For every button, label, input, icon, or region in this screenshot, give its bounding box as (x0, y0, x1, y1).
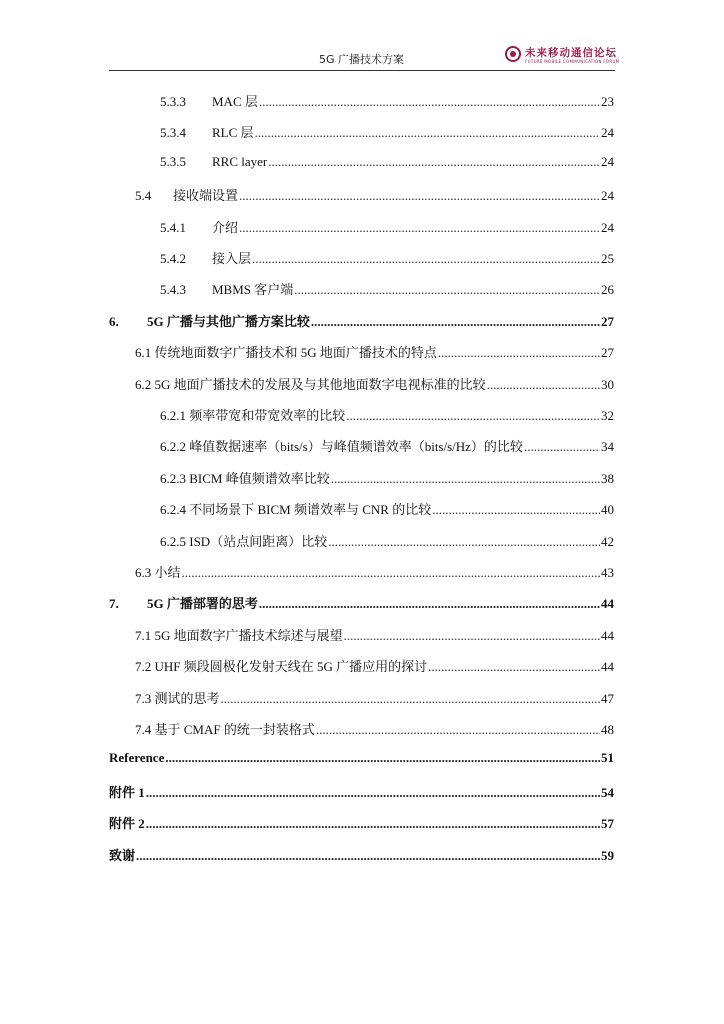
toc-entry-page: 30 (601, 377, 614, 392)
toc-leader-dots (239, 188, 600, 204)
toc-entry-number: 5.3.4 (160, 125, 186, 140)
toc-entry-title: 7.3 测试的思考 (135, 691, 220, 706)
toc-leader-dots (136, 848, 600, 864)
toc-entry-number: 5.4 (135, 188, 152, 203)
toc-entry-page: 48 (601, 722, 614, 737)
toc-entry-page: 24 (601, 220, 614, 235)
toc-leader-dots (294, 282, 600, 298)
toc-entry-page: 43 (601, 565, 614, 580)
toc-entry-title: 附件 2 (109, 816, 145, 831)
toc-leader-dots (146, 785, 600, 801)
toc-leader-dots (268, 154, 600, 170)
toc-entry-page: 24 (601, 154, 614, 169)
toc-entry-page: 44 (601, 659, 614, 674)
toc-leader-dots (346, 408, 600, 424)
toc-entry[interactable] (135, 185, 614, 203)
toc-entry-title: 6.3 小结 (135, 565, 181, 580)
toc-entry-number: 6. (109, 314, 119, 329)
toc-entry[interactable] (160, 154, 614, 172)
toc-entry-title: 5G 广播与其他广播方案比较 (147, 314, 310, 329)
toc-entry[interactable] (135, 688, 614, 706)
toc-entry-page: 57 (601, 816, 614, 831)
toc-leader-dots (221, 691, 600, 707)
toc-entry[interactable] (135, 625, 614, 643)
toc-leader-dots (331, 471, 600, 487)
toc-entry-title: RRC layer (212, 154, 268, 169)
toc-entry-title: 6.2 5G 地面广播技术的发展及与其他地面数字电视标准的比较 (135, 377, 486, 392)
toc-entry-title: 7.1 5G 地面数字广播技术综述与展望 (135, 628, 343, 643)
toc-leader-dots (438, 345, 600, 361)
toc-entry-page: 27 (601, 314, 614, 329)
toc-entry[interactable] (160, 531, 614, 549)
toc-entry-title: 5G 广播部署的思考 (147, 596, 258, 611)
toc-entry-page: 59 (601, 848, 614, 863)
toc-entry-title: Reference (109, 750, 165, 765)
toc-entry[interactable] (109, 782, 614, 800)
toc-entry-page: 42 (601, 534, 614, 549)
toc-leader-dots (428, 659, 600, 675)
toc-entry-title: 附件 1 (109, 785, 145, 800)
toc-entry[interactable] (109, 750, 614, 768)
toc-entry[interactable] (135, 342, 614, 360)
toc-entry-title: MAC 层 (212, 94, 258, 109)
toc-entry[interactable] (135, 374, 614, 392)
toc-entry-page: 40 (601, 502, 614, 517)
toc-entry[interactable] (135, 656, 614, 674)
toc-entry[interactable] (160, 217, 614, 235)
logo-subtitle: FUTURE MOBILE COMMUNICATION FORUM (525, 59, 620, 64)
toc-leader-dots (311, 314, 600, 330)
toc-entry-page: 38 (601, 471, 614, 486)
toc-entry-title: 6.2.2 峰值数据速率（bits/s）与峰值频谱效率（bits/s/Hz）的比较 (160, 439, 523, 454)
toc-entry[interactable] (160, 468, 614, 486)
page-header (109, 42, 620, 71)
toc-entry[interactable] (160, 122, 614, 140)
forum-logo (505, 45, 620, 67)
toc-entry-number: 7. (109, 596, 119, 611)
toc-entry-page: 34 (601, 439, 614, 454)
toc-entry-page: 47 (601, 691, 614, 706)
toc-entry-title: 7.2 UHF 频段圆极化发射天线在 5G 广播应用的探讨 (135, 659, 428, 674)
toc-entry-page: 23 (601, 94, 614, 109)
toc-leader-dots (252, 251, 600, 267)
toc-entry[interactable] (135, 562, 614, 580)
toc-entry-number: 5.4.3 (160, 282, 186, 297)
toc-leader-dots (146, 816, 600, 832)
toc-entry-title: 介绍 (212, 220, 239, 235)
toc-entry-title: 6.2.1 频率带宽和带宽效率的比较 (160, 408, 346, 423)
toc-entry[interactable] (109, 845, 614, 863)
toc-leader-dots (432, 502, 600, 518)
toc-leader-dots (182, 565, 600, 581)
toc-entry[interactable] (160, 405, 614, 423)
toc-entry-title: 7.4 基于 CMAF 的统一封装格式 (135, 722, 315, 737)
toc-leader-dots (255, 125, 600, 141)
toc-entry-number: 5.3.3 (160, 94, 186, 109)
toc-entry[interactable] (160, 279, 614, 297)
toc-entry-page: 54 (601, 785, 614, 800)
toc-entry[interactable] (160, 499, 614, 517)
toc-entry-page: 51 (601, 750, 614, 765)
toc-entry-page: 26 (601, 282, 614, 297)
toc-entry[interactable] (109, 311, 614, 329)
toc-entry-title: 6.2.5 ISD（站点间距离）比较 (160, 534, 328, 549)
toc-entry-page: 24 (601, 125, 614, 140)
header-title: 5G 广播技术方案 (319, 53, 405, 66)
toc-entry-page: 44 (601, 596, 614, 611)
toc-entry-title: 接入层 (212, 251, 252, 266)
toc-entry[interactable] (160, 436, 614, 454)
logo-text: 未来移动通信论坛 (525, 48, 617, 59)
toc-entry-page: 25 (601, 251, 614, 266)
toc-entry-page: 27 (601, 345, 614, 360)
toc-entry-title: 6.2.4 不同场景下 BICM 频谱效率与 CNR 的比较 (160, 502, 432, 517)
toc-entry-title: MBMS 客户端 (212, 282, 294, 297)
toc-entry-page: 24 (601, 188, 614, 203)
toc-entry-number: 5.3.5 (160, 154, 186, 169)
toc-entry-page: 44 (601, 628, 614, 643)
toc-entry[interactable] (109, 813, 614, 831)
toc-leader-dots (239, 220, 600, 236)
toc-leader-dots (316, 722, 600, 738)
toc-entry-title: 6.2.3 BICM 峰值频谱效率比较 (160, 471, 330, 486)
logo-emblem-icon (505, 46, 521, 62)
toc-entry[interactable] (109, 593, 614, 611)
toc-leader-dots (259, 94, 600, 110)
toc-entry-title: 致谢 (109, 848, 136, 863)
toc-entry-number: 5.4.1 (160, 220, 186, 235)
toc-leader-dots (524, 439, 600, 455)
toc-entry-title: RLC 层 (212, 125, 254, 140)
toc-entry-title: 6.1 传统地面数字广播技术和 5G 地面广播技术的特点 (135, 345, 437, 360)
toc-entry[interactable] (160, 91, 614, 109)
toc-leader-dots (328, 534, 600, 550)
toc-entry[interactable] (160, 248, 614, 266)
toc-entry[interactable] (135, 719, 614, 737)
toc-entry-title: 接收端设置 (173, 188, 239, 203)
toc-leader-dots (487, 377, 600, 393)
toc-entry-number: 5.4.2 (160, 251, 186, 266)
toc-leader-dots (165, 750, 600, 766)
toc-entry-page: 32 (601, 408, 614, 423)
toc-leader-dots (259, 596, 600, 612)
toc-leader-dots (344, 628, 600, 644)
